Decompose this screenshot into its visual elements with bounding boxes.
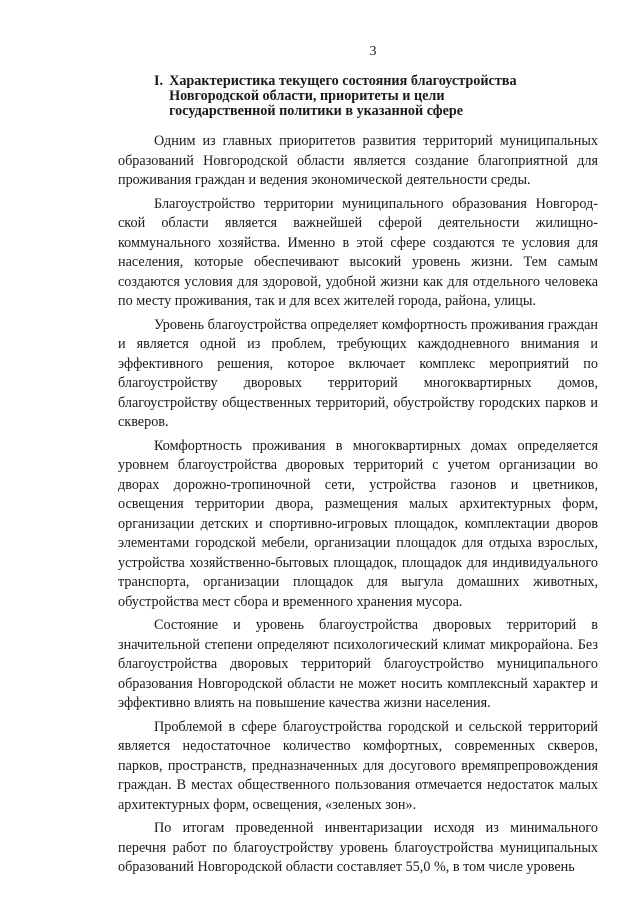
- section-number: I.: [154, 73, 164, 89]
- section-title: Характеристика текущего состояния благоустройства Новгородской области, приоритеты и цели государственной политики в указанной сфере: [169, 73, 517, 119]
- paragraph-6: Проблемой в сфере благоустройства городской и сельской территорий является недостаточное количество комфортных, современных скверов, парков, пространств, предназначенных для досугового времяпрепровождения граждан. В местах общественного пользования отмечается недостаток малых архитектурных форм, освещения, «зеленых зон».: [118, 718, 598, 813]
- section-heading: [154, 74, 554, 119]
- paragraph-5: Состояние и уровень благоустройства дворовых территорий в значительной степени определяют психологический климат микрорайона. Без благоустройства дворовых территорий благоустройство муниципального образования Новгородской области не может носить комплексный характер и эффективно влиять на повышение качества жизни населения.: [118, 617, 598, 711]
- paragraph-7: По итогам проведенной инвентаризации исходя из минимального перечня работ по благоустройству уровень благоустройства муниципальных образований Новгородской области составляет 55,0 %, в том числе уровень: [118, 820, 598, 875]
- paragraph-2: Благоустройство территории муниципального образования Новгородской области является важнейшей сферой деятельности жилищно-коммунального хозяйства. Именно в этой сфере создаются те условия для населения, которые обеспечивают высокий уровень жизни. Тем самым создаются условия для здоровой, удобной жизни как для отдельного человека по месту проживания, так и для всех жителей города, района, улицы.: [118, 195, 598, 309]
- paragraph-3: Уровень благоустройства определяет комфортность проживания граждан и является одной из проблем, требующих каждодневного внимания и эффективного решения, которое включает комплекс мероприятий по благоустройству дворовых территорий многоквартирных домов, благоустройству общественных территорий, обустройству городских парков и скверов.: [118, 316, 598, 430]
- paragraph-4: Комфортность проживания в многоквартирных домах определяется уровнем благоустройства дворовых территорий с учетом организации во дворах дорожно-тропиночной сети, устройства газонов и цветников, освещения территории двора, размещения малых архитектурных форм, организации детских и спортивно-игровых площадок, комплектации дворов элементами городской мебели, организации площадок для отдыха взрослых, устройства хозяйственно-бытовых площадок, площадок для индивидуального транспорта, организации площадок для выгула домашних животных, обустройства мест сбора и временного хранения мусора.: [118, 437, 598, 610]
- page-number: 3: [369, 44, 377, 59]
- paragraph-1: Одним из главных приоритетов развития территорий муниципальных образований Новгородской области является создание благоприятной для проживания граждан и ведения экономической деятельности среды.: [118, 133, 598, 188]
